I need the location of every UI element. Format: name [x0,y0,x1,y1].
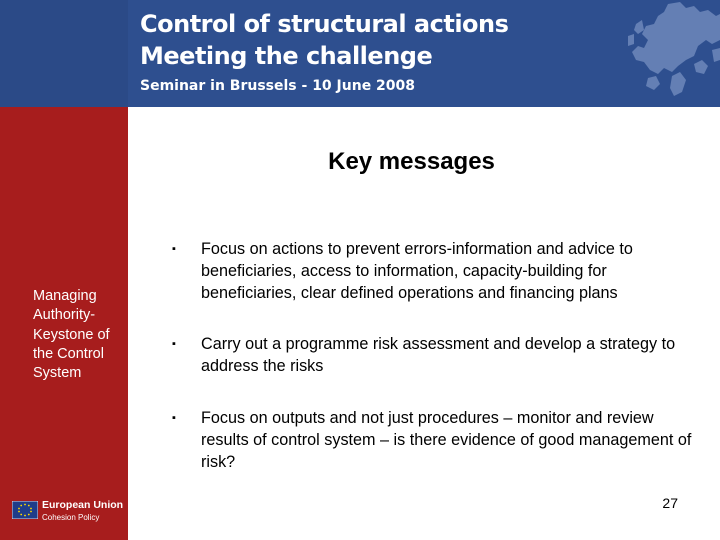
header-subtitle: Seminar in Brussels - 10 June 2008 [140,78,416,94]
header-title-line2: Meeting the challenge [140,42,433,70]
eu-flag-icon [12,501,38,519]
header-banner [0,0,720,107]
bullet-text: Focus on outputs and not just procedures – monitor and review results of control system – is there evidence of good management of risk? [201,408,692,471]
eu-logo-line2: Cohesion Policy [42,513,100,522]
bullet-list [172,239,692,503]
slide-title: Key messages [328,148,495,175]
bullet-marker-icon: ▪ [172,338,176,351]
bullet-item [172,239,692,304]
europe-map-icon [628,0,720,104]
header-left-panel [0,0,128,107]
eu-cohesion-policy-logo [10,498,122,524]
bullet-marker-icon: ▪ [172,243,176,255]
sidebar-label: Managing Authority-Keystone of the Control System [33,288,110,382]
eu-logo-line1: European Union [42,499,124,511]
bullet-item [172,334,692,378]
bullet-text: Focus on actions to prevent errors-information and advice to beneficiaries, access to information, capacity-building for beneficiaries, clear defined operations and financing plans [201,240,633,302]
bullet-item [172,408,692,473]
bullet-marker-icon: ▪ [172,411,176,424]
header-title-line1: Control of structural actions [140,10,509,38]
bullet-text: Carry out a programme risk assessment and develop a strategy to address the risks [201,335,676,376]
page-number: 27 [662,495,678,511]
